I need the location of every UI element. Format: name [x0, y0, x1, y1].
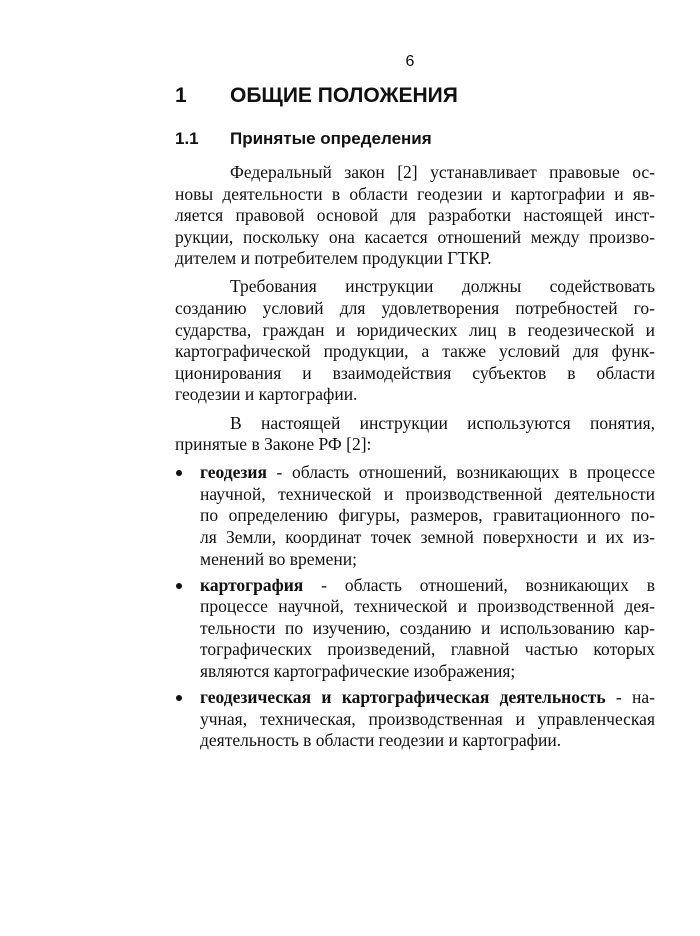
text-line: сударства, граждан и юридических лиц в геодезической и	[175, 319, 655, 340]
text-line: научной, технической и производственной деятельности	[200, 483, 655, 504]
definition-first-line	[200, 462, 655, 484]
text-line: геодезии и картографии.	[175, 384, 358, 405]
definition-term: картография	[200, 574, 304, 595]
definition-first-line	[200, 575, 655, 597]
definition-item	[175, 462, 655, 570]
text-line: являются картографические изображения;	[200, 661, 516, 682]
section-number: 1	[175, 84, 187, 107]
text-line: дителем и потребителем продукции ГТКР.	[175, 248, 492, 269]
section-heading	[175, 84, 458, 108]
text-line: принятые в Законе РФ [2]:	[175, 434, 372, 455]
paragraph	[175, 276, 655, 406]
text-line: тельности по изучению, созданию и использованию кар-	[200, 617, 655, 638]
text-line: учная, техническая, производственная и управленческая	[200, 708, 655, 729]
text-line: Требования инструкции должны содействовать	[230, 276, 655, 297]
body-text	[175, 162, 655, 756]
subsection-heading	[175, 129, 432, 149]
definition-text: - область отношений, возникающих в	[303, 574, 655, 595]
subsection-title: Принятые определения	[230, 129, 432, 148]
text-line: деятельность в области геодезии и картографии.	[200, 730, 562, 751]
text-line: процессе научной, технической и производственной дея-	[200, 596, 655, 617]
text-line: менений во времени;	[200, 548, 357, 569]
text-line: новы деятельности в области геодезии и картографии и яв-	[175, 183, 655, 204]
text-line: картографической продукции, а также условий для функ-	[175, 341, 655, 362]
definition-text: - область отношений, возникающих в процессе	[266, 462, 655, 483]
text-line: рукции, поскольку она касается отношений между произво-	[175, 226, 655, 247]
text-line: по определению фигуры, размеров, гравитационного по-	[200, 505, 655, 526]
subsection-number: 1.1	[175, 129, 199, 148]
text-line: созданию условий для удовлетворения потребностей го-	[175, 298, 655, 319]
bullet-icon	[176, 583, 182, 589]
definition-term: геодезическая и картографическая деятельность	[200, 687, 606, 708]
paragraph	[175, 162, 655, 270]
bullet-icon	[176, 470, 182, 476]
definition-text: - на-	[605, 687, 655, 708]
text-line: ционирования и взаимодействия субъектов в области	[175, 362, 655, 383]
paragraph	[175, 413, 655, 456]
definition-item	[175, 575, 655, 683]
definition-term: геодезия	[200, 462, 267, 483]
definition-item	[175, 687, 655, 752]
text-line: В настоящей инструкции используются понятия,	[230, 412, 655, 433]
text-line: тографических произведений, главной частью которых	[200, 639, 655, 660]
page-number: 6	[405, 53, 415, 70]
definition-first-line	[200, 687, 655, 709]
text-line: Федеральный закон [2] устанавливает правовые ос-	[230, 162, 655, 182]
text-line: ля Земли, координат точек земной поверхности и их из-	[200, 527, 655, 547]
bullet-icon	[176, 695, 182, 701]
section-title: ОБЩИЕ ПОЛОЖЕНИЯ	[230, 84, 458, 107]
text-line: ляется правовой основой для разработки настоящей инст-	[175, 205, 655, 226]
